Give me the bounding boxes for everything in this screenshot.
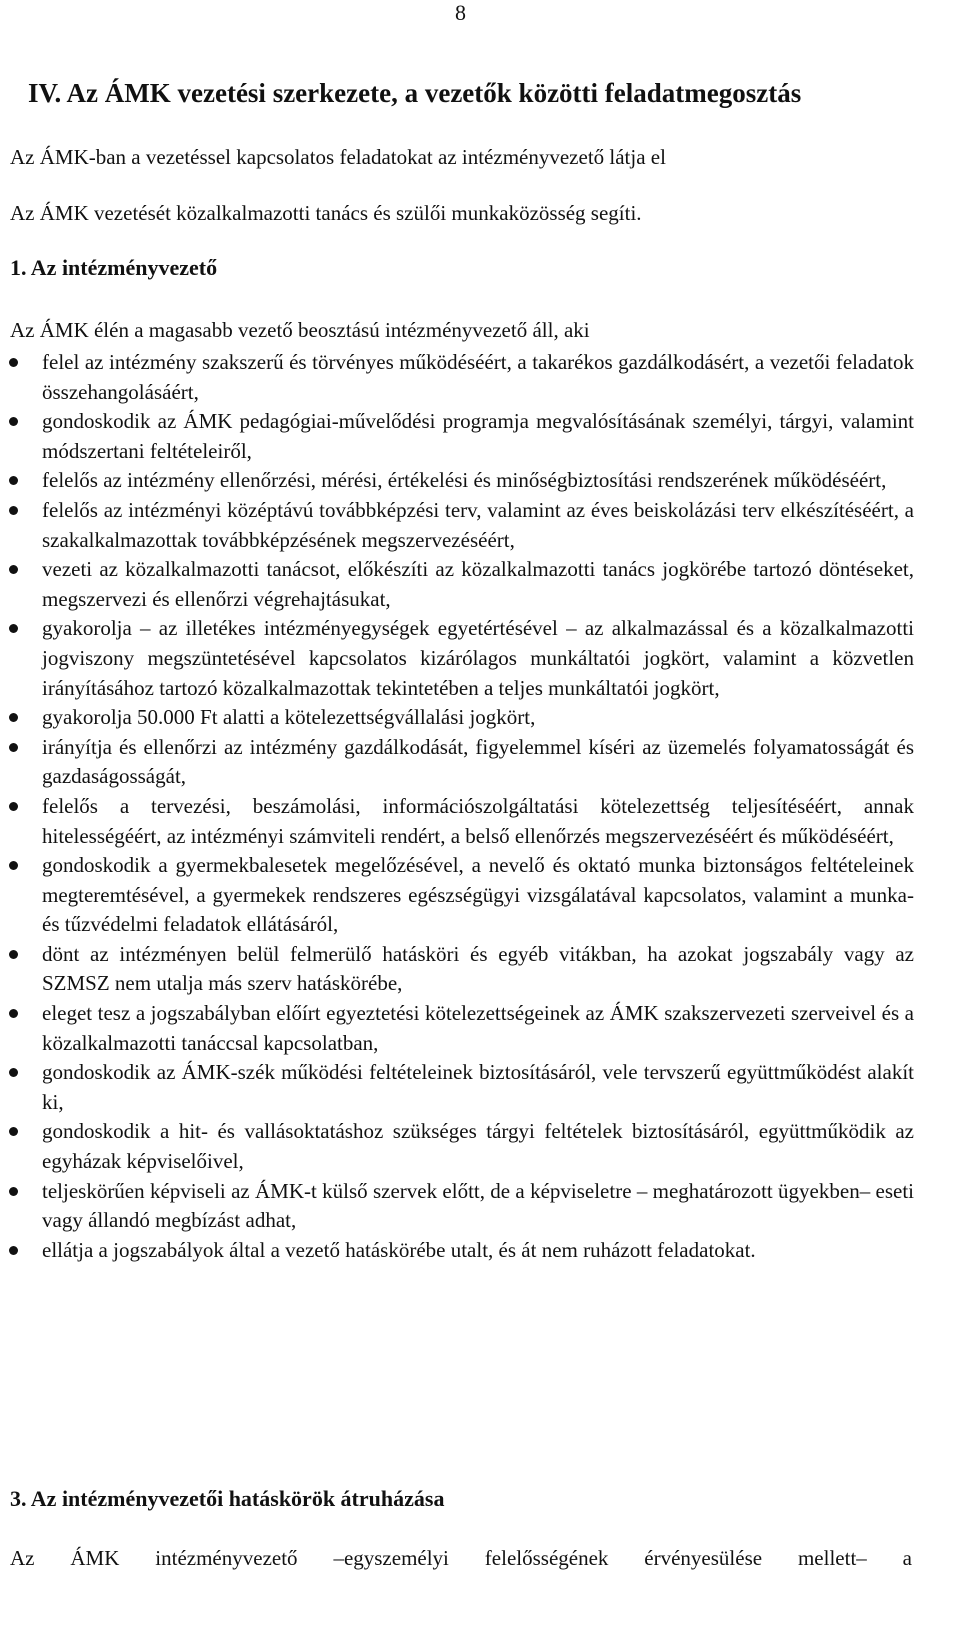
list-item-text: teljeskörűen képviseli az ÁMK-t külső szervek előtt, de a képviseletre – meghatározott ügyekben– eseti vagy állandó megbízást adhat, [42, 1178, 914, 1233]
bullet-icon [9, 1127, 18, 1136]
bullet-icon [9, 565, 18, 574]
bullet-icon [9, 624, 18, 633]
list-item-text: felel az intézmény szakszerű és törvényes működéséért, a takarékos gazdálkodásért, a vezetői feladatok összehangolásáért, [42, 350, 914, 404]
list-item-text: irányítja és ellenőrzi az intézmény gazdálkodását, figyelemmel kíséri az üzemelés folyamatosságát és gazdaságosságát, [42, 734, 914, 789]
list-item-text: gyakorolja 50.000 Ft alatti a kötelezettségvállalási jogkört, [42, 705, 536, 730]
list-item [0, 792, 914, 851]
bullet-icon [9, 743, 18, 752]
list-item [0, 496, 914, 555]
list-item [0, 999, 914, 1058]
bullet-icon [9, 950, 18, 959]
list-item [0, 703, 914, 733]
list-item [0, 1058, 914, 1117]
paragraph-first-line: Az ÁMK intézményvezető –egyszemélyi felelősségének érvényesülése mellett– a [10, 1546, 912, 1570]
list-item [0, 1236, 914, 1266]
list-item-text: felelős az intézmény ellenőrzési, mérési, értékelési és minőségbiztosítási rendszerének működéséért, [42, 468, 887, 493]
list-item [0, 555, 914, 614]
bullet-icon [9, 1246, 18, 1255]
list-item-text: vezeti az közalkalmazotti tanácsot, előkészíti az közalkalmazotti tanács jogkörébe tartozó döntéseket, megszervezi és ellenőrzi végrehajtásukat, [42, 557, 914, 611]
bullet-icon [9, 713, 18, 722]
list-item-text: gondoskodik a hit- és vallásoktatáshoz szükséges tárgyi feltételek biztosításáról, együttműködik az egyházak képviselőivel, [42, 1119, 914, 1174]
bullet-icon [9, 1068, 18, 1077]
bullet-icon [9, 1009, 18, 1018]
duties-list [0, 348, 960, 1265]
list-item [0, 940, 914, 999]
list-item-text: gondoskodik a gyermekbalesetek megelőzésével, a nevelő és oktató munka biztonságos feltételeinek megteremtésével, a gyermekek rendszeres egészségügyi vizsgálatával kapcsolatos, valamint a munka- és tűzvédelmi feladatok ellátásáról, [42, 853, 914, 937]
bullet-icon [9, 1187, 18, 1196]
subsection-heading-intezmenyvezeto: 1. Az intézményvezető [10, 255, 218, 280]
list-item [0, 614, 914, 703]
bullet-icon [9, 476, 18, 485]
bullet-icon [9, 506, 18, 515]
list-item-text: felelős a tervezési, beszámolási, információszolgáltatási kötelezettség teljesítéséért, annak hitelességéért, az intézményi számviteli rendért, a belső ellenőrzés megszervezéséért és működéséért, [42, 793, 914, 848]
list-item-text: eleget tesz a jogszabályban előírt egyeztetési kötelezettségeinek az ÁMK szakszervezeti szerveivel és a közalkalmazotti tanáccsal kapcsolatban, [42, 1001, 914, 1055]
intro-line-1: Az ÁMK-ban a vezetéssel kapcsolatos feladatokat az intézményvezető látja el [10, 145, 666, 169]
list-item-text: gondoskodik az ÁMK pedagógiai-művelődési programja megvalósításának személyi, tárgyi, valamint módszertani feltételeiről, [42, 409, 914, 463]
list-item [0, 733, 914, 792]
bullet-icon [9, 802, 18, 811]
subsection-heading-hataskorok: 3. Az intézményvezetői hatáskörök átruházása [10, 1486, 445, 1511]
list-item [0, 1177, 914, 1236]
list-item-text: dönt az intézményen belül felmerülő hatásköri és egyéb vitákban, ha azokat jogszabály vagy az SZMSZ nem utalja más szerv hatáskörébe, [42, 941, 914, 996]
list-item-text: ellátja a jogszabályok által a vezető hatáskörébe utalt, és át nem ruházott feladatokat. [42, 1237, 756, 1262]
page-number: 8 [455, 0, 466, 25]
bullet-icon [9, 358, 18, 367]
bullet-icon [9, 417, 18, 426]
list-item-text: gyakorolja – az illetékes intézményegységek egyetértésével – az alkalmazással és a közalkalmazotti jogviszony megszüntetésével kapcsolatos kizárólagos munkáltatói jogkört, valamint a közvetlen irányításához tartozó közalkalmazottak tekintetében a teljes munkáltatói jogkört, [42, 616, 914, 700]
bullet-icon [9, 861, 18, 870]
section-title: IV. Az ÁMK vezetési szerkezete, a vezetők közötti feladatmegosztás [28, 78, 802, 108]
list-item-text: gondoskodik az ÁMK-szék működési feltételeinek biztosításáról, vele tervszerű együttműködést alakít ki, [42, 1060, 914, 1114]
list-item [0, 851, 914, 940]
list-item-text: felelős az intézményi középtávú továbbképzési terv, valamint az éves beiskolázási terv elkészítéséért, a szakalkalmazottak továbbképzésének megszervezéséért, [42, 497, 914, 552]
subsection-lead: Az ÁMK élén a magasabb vezető beosztású intézményvezető áll, aki [10, 318, 590, 342]
intro-line-2: Az ÁMK vezetését közalkalmazotti tanács és szülői munkaközösség segíti. [10, 201, 642, 225]
list-item [0, 466, 914, 496]
list-item [0, 1117, 914, 1176]
list-item [0, 407, 914, 466]
list-item [0, 348, 914, 407]
